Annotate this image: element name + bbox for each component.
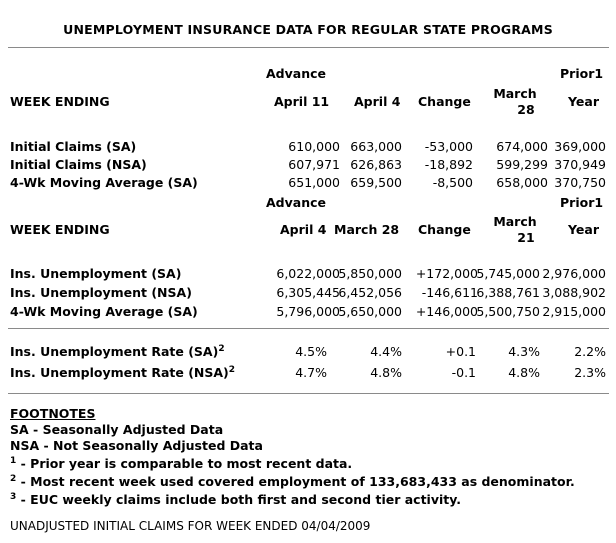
cell-v4: 5,745,000 bbox=[476, 266, 540, 281]
cell-prior: 369,000 bbox=[554, 139, 606, 154]
t2-change-header: Change bbox=[418, 222, 471, 237]
divider bbox=[8, 393, 609, 394]
t1-year-header: Year bbox=[568, 94, 599, 109]
t1-col1-header: April 11 bbox=[274, 94, 330, 109]
cell-v4: 4.3% bbox=[508, 344, 540, 359]
divider bbox=[8, 47, 609, 48]
t1-col4-header-line2: 28 bbox=[517, 102, 535, 117]
cell-v4: 4.8% bbox=[508, 365, 540, 380]
cell-change: -0.1 bbox=[451, 365, 476, 380]
cell-change: -146,611 bbox=[421, 285, 478, 300]
cell-change: +172,000 bbox=[415, 266, 478, 281]
cell-v1: 607,971 bbox=[288, 157, 340, 172]
cell-change: +0.1 bbox=[445, 344, 476, 359]
row-label: Initial Claims (NSA) bbox=[10, 157, 147, 172]
cell-change: -18,892 bbox=[424, 157, 473, 172]
cell-v1: 651,000 bbox=[288, 175, 340, 190]
cell-prior: 370,949 bbox=[554, 157, 606, 172]
cell-v1: 6,305,445 bbox=[276, 285, 340, 300]
cell-v1: 6,022,000 bbox=[276, 266, 340, 281]
cell-change: -8,500 bbox=[432, 175, 473, 190]
cell-prior: 2.2% bbox=[574, 344, 606, 359]
cell-v1: 4.7% bbox=[295, 365, 327, 380]
cell-v2: 659,500 bbox=[350, 175, 402, 190]
cell-v2: 626,863 bbox=[350, 157, 402, 172]
t2-advance-label: Advance bbox=[266, 195, 326, 210]
cell-change: -53,000 bbox=[424, 139, 473, 154]
footnote-sa: SA - Seasonally Adjusted Data bbox=[10, 422, 224, 437]
cell-v2: 663,000 bbox=[350, 139, 402, 154]
cell-v1: 4.5% bbox=[295, 344, 327, 359]
footnote-2: $^2$ - Most recent week used covered employment of 133,683,433 as denominator. bbox=[10, 473, 575, 489]
cell-v2: 4.4% bbox=[370, 344, 402, 359]
t1-change-header: Change bbox=[418, 94, 471, 109]
row-label: Initial Claims (SA) bbox=[10, 139, 137, 154]
t2-year-header: Year bbox=[568, 222, 599, 237]
cell-v4: 6,388,761 bbox=[476, 285, 540, 300]
row-label: 4-Wk Moving Average (SA) bbox=[10, 175, 198, 190]
t2-col1-header: April 4 bbox=[280, 222, 327, 237]
cell-v4: 599,299 bbox=[496, 157, 548, 172]
footnote-3: $^3$ - EUC weekly claims include both first and second tier activity. bbox=[10, 491, 461, 507]
row-label: Ins. Unemployment Rate (SA)$^2$ bbox=[10, 343, 225, 359]
cell-prior: 2,915,000 bbox=[542, 304, 606, 319]
bottom-note: UNADJUSTED INITIAL CLAIMS FOR WEEK ENDED 04/04/2009 bbox=[10, 519, 371, 533]
cell-v2: 5,650,000 bbox=[338, 304, 402, 319]
t2-col4-header-line1: March bbox=[493, 214, 537, 229]
cell-v4: 5,500,750 bbox=[476, 304, 540, 319]
cell-change: +146,000 bbox=[415, 304, 478, 319]
row-label: Ins. Unemployment (SA) bbox=[10, 266, 182, 281]
t1-week-ending: WEEK ENDING bbox=[10, 94, 110, 109]
cell-prior: 2,976,000 bbox=[542, 266, 606, 281]
row-label: 4-Wk Moving Average (SA) bbox=[10, 304, 198, 319]
cell-prior: 2.3% bbox=[574, 365, 606, 380]
t1-prior-label: Prior1 bbox=[560, 66, 604, 81]
divider bbox=[8, 328, 609, 329]
cell-v1: 5,796,000 bbox=[276, 304, 340, 319]
footnote-ref: 2 bbox=[218, 343, 225, 354]
t1-col2-header: April 4 bbox=[354, 94, 401, 109]
cell-v2: 5,850,000 bbox=[338, 266, 402, 281]
t1-advance-label: Advance bbox=[266, 66, 326, 81]
cell-prior: 3,088,902 bbox=[542, 285, 606, 300]
footnote-1: $^1$ - Prior year is comparable to most recent data. bbox=[10, 455, 353, 471]
t1-col4-header-line1: March bbox=[493, 86, 537, 101]
footnote-ref: 2 bbox=[228, 364, 236, 375]
footnotes-heading: FOOTNOTES bbox=[10, 406, 96, 421]
page-title: UNEMPLOYMENT INSURANCE DATA FOR REGULAR STATE PROGRAMS bbox=[63, 22, 553, 37]
t2-week-ending: WEEK ENDING bbox=[10, 222, 110, 237]
row-label: Ins. Unemployment Rate (NSA)$^2$ bbox=[10, 364, 236, 380]
t2-col2-header: March 28 bbox=[334, 222, 400, 237]
footnote-nsa: NSA - Not Seasonally Adjusted Data bbox=[10, 438, 263, 453]
cell-v4: 674,000 bbox=[496, 139, 548, 154]
t2-prior-label: Prior1 bbox=[560, 195, 604, 210]
cell-v2: 6,452,056 bbox=[338, 285, 402, 300]
cell-v2: 4.8% bbox=[370, 365, 402, 380]
cell-prior: 370,750 bbox=[554, 175, 606, 190]
cell-v4: 658,000 bbox=[496, 175, 548, 190]
cell-v1: 610,000 bbox=[288, 139, 340, 154]
row-label: Ins. Unemployment (NSA) bbox=[10, 285, 192, 300]
t2-col4-header-line2: 21 bbox=[517, 230, 535, 245]
